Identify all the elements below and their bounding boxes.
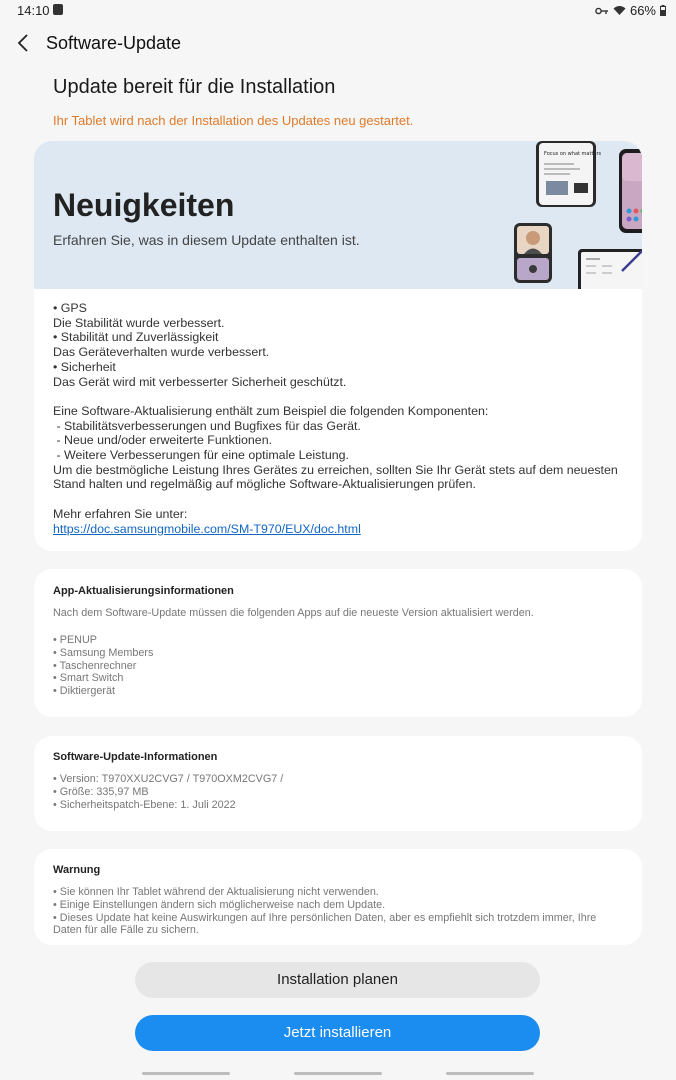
- page-headline: Update bereit für die Installation: [53, 76, 336, 98]
- doc-link[interactable]: https://doc.samsungmobile.com/SM-T970/EUX/doc.html: [53, 521, 361, 536]
- release-notes: [53, 301, 628, 536]
- battery-icon: [660, 5, 666, 16]
- app-update-description: Nach dem Software-Update müssen die folgenden Apps auf die neueste Version aktualisiert werden.: [53, 607, 534, 619]
- status-time: 14:10: [17, 3, 50, 18]
- recommendation-text: Um die bestmögliche Leistung Ihres Gerätes zu erreichen, sollten Sie Ihr Gerät stets auf dem neuesten Stand halten und regelmäßig auf mögliche Software-Aktualisierungen prüfen.: [53, 462, 618, 492]
- list-item: • Diktiergerät: [53, 685, 115, 698]
- list-item: • Sie können Ihr Tablet während der Aktualisierung nicht verwenden.: [53, 886, 379, 898]
- nav-handle[interactable]: [446, 1072, 534, 1075]
- app-title: Software-Update: [46, 33, 182, 53]
- app-bar: [0, 26, 676, 62]
- list-item: • Taschenrechner: [53, 659, 137, 672]
- component-line: - Stabilitätsverbesserungen und Bugfixes für das Gerät.: [53, 418, 361, 433]
- gesture-navigation-bar: [0, 1072, 676, 1076]
- status-bar: [0, 0, 676, 20]
- warning-title: Warnung: [53, 864, 101, 876]
- note-line: Das Geräteverhalten wurde verbessert.: [53, 345, 270, 360]
- app-list: [53, 634, 628, 698]
- note-line: • Stabilität und Zuverlässigkeit: [53, 330, 219, 345]
- list-item: • Sicherheitspatch-Ebene: 1. Juli 2022: [53, 798, 236, 811]
- note-line: Das Gerät wird mit verbesserter Sicherheit geschützt.: [53, 374, 347, 389]
- component-line: - Weitere Verbesserungen für eine optimale Leistung.: [53, 448, 349, 463]
- nav-handle[interactable]: [142, 1072, 230, 1075]
- more-info-label: Mehr erfahren Sie unter:: [53, 506, 188, 521]
- component-line: - Neue und/oder erweiterte Funktionen.: [53, 433, 273, 448]
- list-item: • Größe: 335,97 MB: [53, 785, 149, 798]
- install-now-button[interactable]: Jetzt installieren: [135, 1015, 540, 1051]
- status-indicators: [595, 3, 666, 18]
- battery-percent: 66%: [629, 3, 656, 18]
- list-item: • PENUP: [53, 634, 97, 646]
- notification-icon: [53, 4, 63, 15]
- list-item: • Samsung Members: [53, 646, 154, 659]
- app-update-card: [34, 569, 642, 717]
- warning-card: [34, 849, 642, 945]
- schedule-installation-button[interactable]: Installation planen: [135, 962, 540, 998]
- restart-note: Ihr Tablet wird nach der Installation des Updates neu gestartet.: [53, 113, 414, 128]
- back-arrow-icon: [17, 34, 29, 52]
- software-info-title: Software-Update-Informationen: [53, 751, 218, 763]
- list-item: • Smart Switch: [53, 672, 124, 685]
- list-item: • Dieses Update hat keine Auswirkungen auf Ihre persönlichen Daten, aber es empfiehlt sich trotzdem immer, Ihre Daten für alle Fälle zu sichern.: [53, 911, 597, 937]
- app-update-title: App-Aktualisierungsinformationen: [53, 585, 234, 597]
- wifi-icon: [613, 5, 626, 16]
- devices-illustration: [474, 141, 642, 289]
- whats-new-title: Neuigkeiten: [53, 187, 235, 223]
- note-line: Die Stabilität wurde verbessert.: [53, 315, 225, 330]
- whats-new-banner: [34, 141, 642, 289]
- note-line: • Sicherheit: [53, 359, 116, 374]
- note-line: • GPS: [53, 301, 87, 315]
- whats-new-subtitle: Erfahren Sie, was in diesem Update enthalten ist.: [53, 232, 360, 248]
- list-item: • Version: T970XXU2CVG7 / T970OXM2CVG7 /: [53, 773, 284, 785]
- software-info-list: [53, 773, 628, 811]
- warning-list: [53, 886, 628, 937]
- whats-new-card: [34, 141, 642, 551]
- nav-handle[interactable]: [294, 1072, 382, 1075]
- list-item: • Einige Einstellungen ändern sich möglicherweise nach dem Update.: [53, 898, 386, 911]
- software-info-card: [34, 736, 642, 831]
- vpn-key-icon: [595, 6, 609, 16]
- illustration-text: Focus on what matters: [544, 151, 602, 157]
- component-line: Eine Software-Aktualisierung enthält zum Beispiel die folgenden Komponenten:: [53, 403, 489, 418]
- back-button[interactable]: [10, 30, 36, 56]
